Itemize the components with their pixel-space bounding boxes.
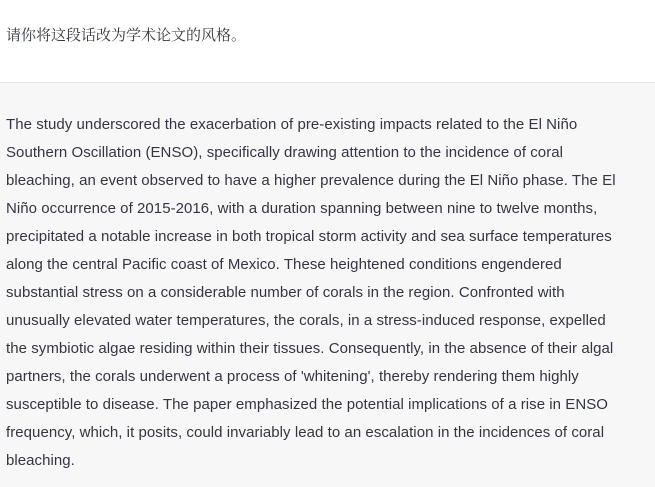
assistant-text-line: the symbiotic algae residing within their tissues. Consequently, in the absence of their algal xyxy=(6,340,614,357)
assistant-text-line: Southern Oscillation (ENSO), specifically drawing attention to the incidence of coral xyxy=(6,144,564,161)
assistant-text-line: substantial stress on a considerable number of corals in the region. Confronted with xyxy=(6,284,565,301)
assistant-text-line: unusually elevated water temperatures, the corals, in a stress-induced response, expelled xyxy=(6,312,606,329)
assistant-text-line: precipitated a notable increase in both tropical storm activity and sea surface temperatures xyxy=(6,228,612,245)
assistant-text-line: Niño occurrence of 2015-2016, with a duration spanning between nine to twelve months, xyxy=(6,200,598,217)
assistant-text-line: partners, the corals underwent a process of 'whitening', thereby rendering them highly xyxy=(6,368,579,385)
assistant-message xyxy=(0,83,655,487)
assistant-text-line: bleaching, an event observed to have a higher prevalence during the El Niño phase. The El xyxy=(6,172,616,189)
user-message-text: 请你将这段话改为学术论文的风格。 xyxy=(6,27,247,44)
assistant-text-line: susceptible to disease. The paper emphasized the potential implications of a rise in ENSO xyxy=(6,396,609,413)
assistant-text-line: frequency, which, it posits, could invariably lead to an escalation in the incidences of coral xyxy=(6,424,605,441)
assistant-text-line: The study underscored the exacerbation of pre-existing impacts related to the El Niño xyxy=(6,116,578,133)
assistant-message-text xyxy=(6,111,651,475)
assistant-text-line: bleaching. xyxy=(6,452,75,469)
assistant-text-line: along the central Pacific coast of Mexico. These heightened conditions engendered xyxy=(6,256,562,273)
user-message xyxy=(0,0,655,83)
